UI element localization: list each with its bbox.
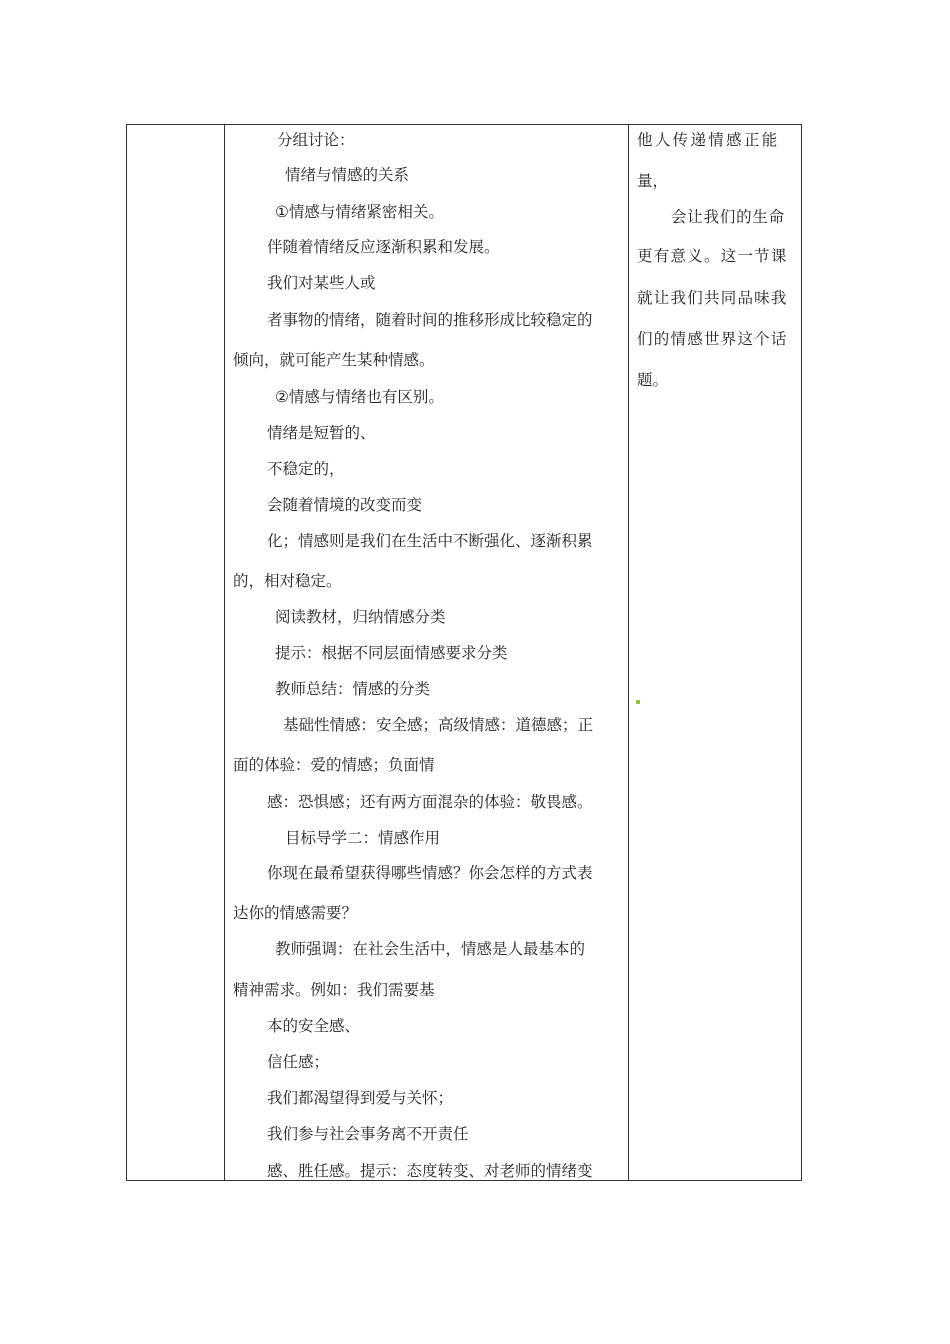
middle-text-line: 达你的情感需要？: [233, 904, 358, 922]
middle-text-line: 情绪是短暂的、: [267, 424, 376, 442]
middle-text-line: 信任感；: [267, 1053, 330, 1071]
right-text-line: 他人传递情感正能: [637, 131, 780, 149]
middle-text-line: 阅读教材，归纳情感分类: [275, 608, 446, 626]
middle-text-line: 你现在最希望获得哪些情感？你会怎样的方式表: [267, 864, 593, 882]
middle-text-line: 提示：根据不同层面情感要求分类: [275, 644, 508, 662]
middle-text-line: 者事物的情绪，随着时间的推移形成比较稳定的: [267, 311, 593, 329]
middle-text-line: 情绪与情感的关系: [285, 166, 410, 184]
middle-text-line: 分组讨论：: [277, 131, 355, 149]
right-text-line: 量，: [637, 172, 669, 190]
middle-text-line: 不稳定的，: [267, 460, 345, 478]
middle-text-line: 面的体验：爱的情感；负面情: [233, 756, 435, 774]
middle-text-line: 目标导学二：情感作用: [285, 829, 441, 847]
right-column: [629, 125, 801, 1180]
right-text-line: 们的情感世界这个话: [637, 330, 788, 348]
middle-text-line: ②情感与情绪也有区别。: [275, 388, 444, 406]
right-text-line: 题。: [637, 371, 669, 389]
right-text-line: 就让我们共同品味我: [637, 289, 788, 307]
middle-text-line: 的，相对稳定。: [233, 572, 342, 590]
green-mark: [636, 700, 640, 704]
middle-text-line: 我们参与社会事务离不开责任: [267, 1125, 469, 1143]
middle-text-line: 教师强调：在社会生活中，情感是人最基本的: [275, 940, 586, 958]
middle-text-line: 倾向，就可能产生某种情感。: [233, 351, 435, 369]
middle-text-line: 教师总结：情感的分类: [275, 680, 431, 698]
middle-text-line: 精神需求。例如：我们需要基: [233, 981, 435, 999]
left-column: [127, 125, 225, 1180]
middle-text-line: 本的安全感、: [267, 1017, 361, 1035]
right-text-line: 更有意义。这一节课: [637, 247, 788, 265]
middle-text-line: 基础性情感：安全感；高级情感：道德感；正: [283, 716, 594, 734]
middle-text-line: 化；情感则是我们在生活中不断强化、逐渐积累: [267, 532, 593, 550]
middle-text-line: 我们对某些人或: [267, 274, 376, 292]
middle-column: [225, 125, 629, 1180]
lesson-table: [126, 124, 802, 1181]
middle-text-line: 感：恐惧感；还有两方面混杂的体验：敬畏感。: [267, 793, 593, 811]
middle-text-line: 伴随着情绪反应逐渐积累和发展。: [267, 238, 500, 256]
middle-text-line: 感、胜任感。提示：态度转变、对老师的情绪变: [267, 1162, 593, 1180]
middle-text-line: 我们都渴望得到爱与关怀；: [267, 1089, 454, 1107]
right-text-line: 会让我们的生命: [671, 208, 785, 226]
middle-text-line: 会随着情境的改变而变: [267, 496, 423, 514]
middle-text-line: ①情感与情绪紧密相关。: [275, 203, 444, 221]
